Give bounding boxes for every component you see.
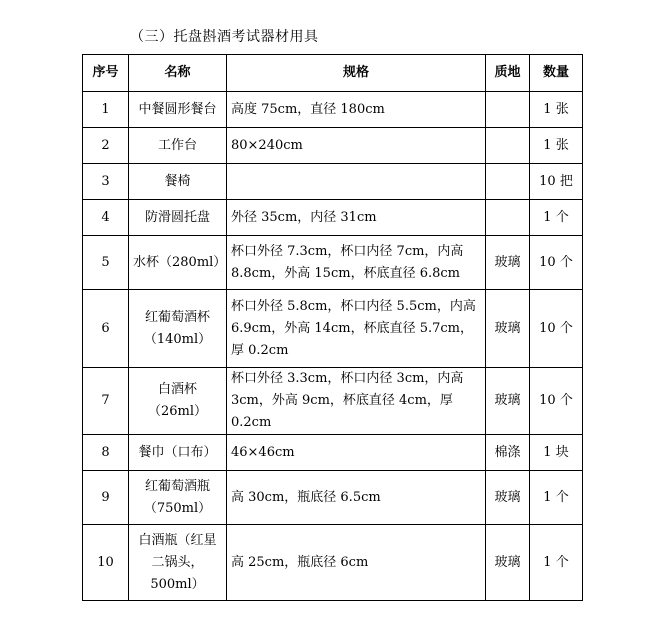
cell-name: 白酒瓶（红星二锅头，500ml）	[129, 525, 227, 601]
cell-spec: 杯口外径 7.3cm，杯口内径 7cm，内高 8.8cm，外高 15cm，杯底直径 6.8cm	[227, 236, 486, 290]
cell-qty: 1 张	[530, 92, 583, 128]
header-qty: 数量	[530, 55, 583, 92]
cell-spec: 外径 35cm，内径 31cm	[227, 200, 486, 236]
cell-qty: 10 把	[530, 164, 583, 200]
header-material: 质地	[486, 55, 530, 92]
cell-spec: 高 30cm，瓶底径 6.5cm	[227, 471, 486, 525]
cell-spec: 高 25cm，瓶底径 6cm	[227, 525, 486, 601]
cell-qty: 1 个	[530, 525, 583, 601]
header-no: 序号	[83, 55, 129, 92]
cell-name: 红葡萄酒杯（140ml）	[129, 290, 227, 368]
cell-spec: 高度 75cm，直径 180cm	[227, 92, 486, 128]
cell-no: 4	[83, 200, 129, 236]
cell-name: 中餐圆形餐台	[129, 92, 227, 128]
table-row	[83, 471, 583, 525]
cell-qty: 1 个	[530, 200, 583, 236]
cell-qty: 10 个	[530, 290, 583, 368]
cell-no: 9	[83, 471, 129, 525]
table-row	[83, 290, 583, 368]
table-row	[83, 368, 583, 435]
cell-name: 白酒杯（26ml）	[129, 368, 227, 435]
cell-spec	[227, 164, 486, 200]
section-heading: （三）托盘斟酒考试器材用具	[130, 29, 319, 45]
cell-material: 玻璃	[486, 525, 530, 601]
cell-no: 8	[83, 435, 129, 471]
header-name: 名称	[129, 55, 227, 92]
cell-qty: 1 张	[530, 128, 583, 164]
cell-spec: 46×46cm	[227, 435, 486, 471]
cell-name: 餐巾（口布）	[129, 435, 227, 471]
table-row	[83, 164, 583, 200]
cell-no: 2	[83, 128, 129, 164]
cell-spec: 杯口外径 5.8cm，杯口内径 5.5cm，内高 6.9cm，外高 14cm，杯底直径 5.7cm，厚 0.2cm	[227, 290, 486, 368]
cell-qty: 10 个	[530, 236, 583, 290]
cell-material	[486, 200, 530, 236]
table-row	[83, 236, 583, 290]
table-row	[83, 200, 583, 236]
table-row	[83, 92, 583, 128]
cell-spec: 80×240cm	[227, 128, 486, 164]
cell-spec: 杯口外径 3.3cm，杯口内径 3cm，内高 3cm，外高 9cm，杯底直径 4cm，厚 0.2cm	[227, 368, 486, 435]
cell-qty: 1 个	[530, 471, 583, 525]
cell-material: 玻璃	[486, 471, 530, 525]
cell-material	[486, 128, 530, 164]
cell-name: 工作台	[129, 128, 227, 164]
table-row	[83, 128, 583, 164]
equipment-table	[82, 54, 583, 601]
table-row	[83, 525, 583, 601]
table-header-row	[83, 55, 583, 92]
cell-material: 玻璃	[486, 236, 530, 290]
cell-qty: 10 个	[530, 368, 583, 435]
cell-qty: 1 块	[530, 435, 583, 471]
cell-material: 玻璃	[486, 368, 530, 435]
table-row	[83, 435, 583, 471]
cell-material	[486, 92, 530, 128]
cell-no: 6	[83, 290, 129, 368]
cell-name: 餐椅	[129, 164, 227, 200]
cell-material: 棉涤	[486, 435, 530, 471]
cell-no: 3	[83, 164, 129, 200]
cell-no: 10	[83, 525, 129, 601]
header-spec: 规格	[227, 55, 486, 92]
cell-material: 玻璃	[486, 290, 530, 368]
cell-name: 防滑圆托盘	[129, 200, 227, 236]
cell-name: 水杯（280ml）	[129, 236, 227, 290]
cell-no: 7	[83, 368, 129, 435]
cell-name: 红葡萄酒瓶（750ml）	[129, 471, 227, 525]
cell-no: 5	[83, 236, 129, 290]
cell-no: 1	[83, 92, 129, 128]
cell-material	[486, 164, 530, 200]
